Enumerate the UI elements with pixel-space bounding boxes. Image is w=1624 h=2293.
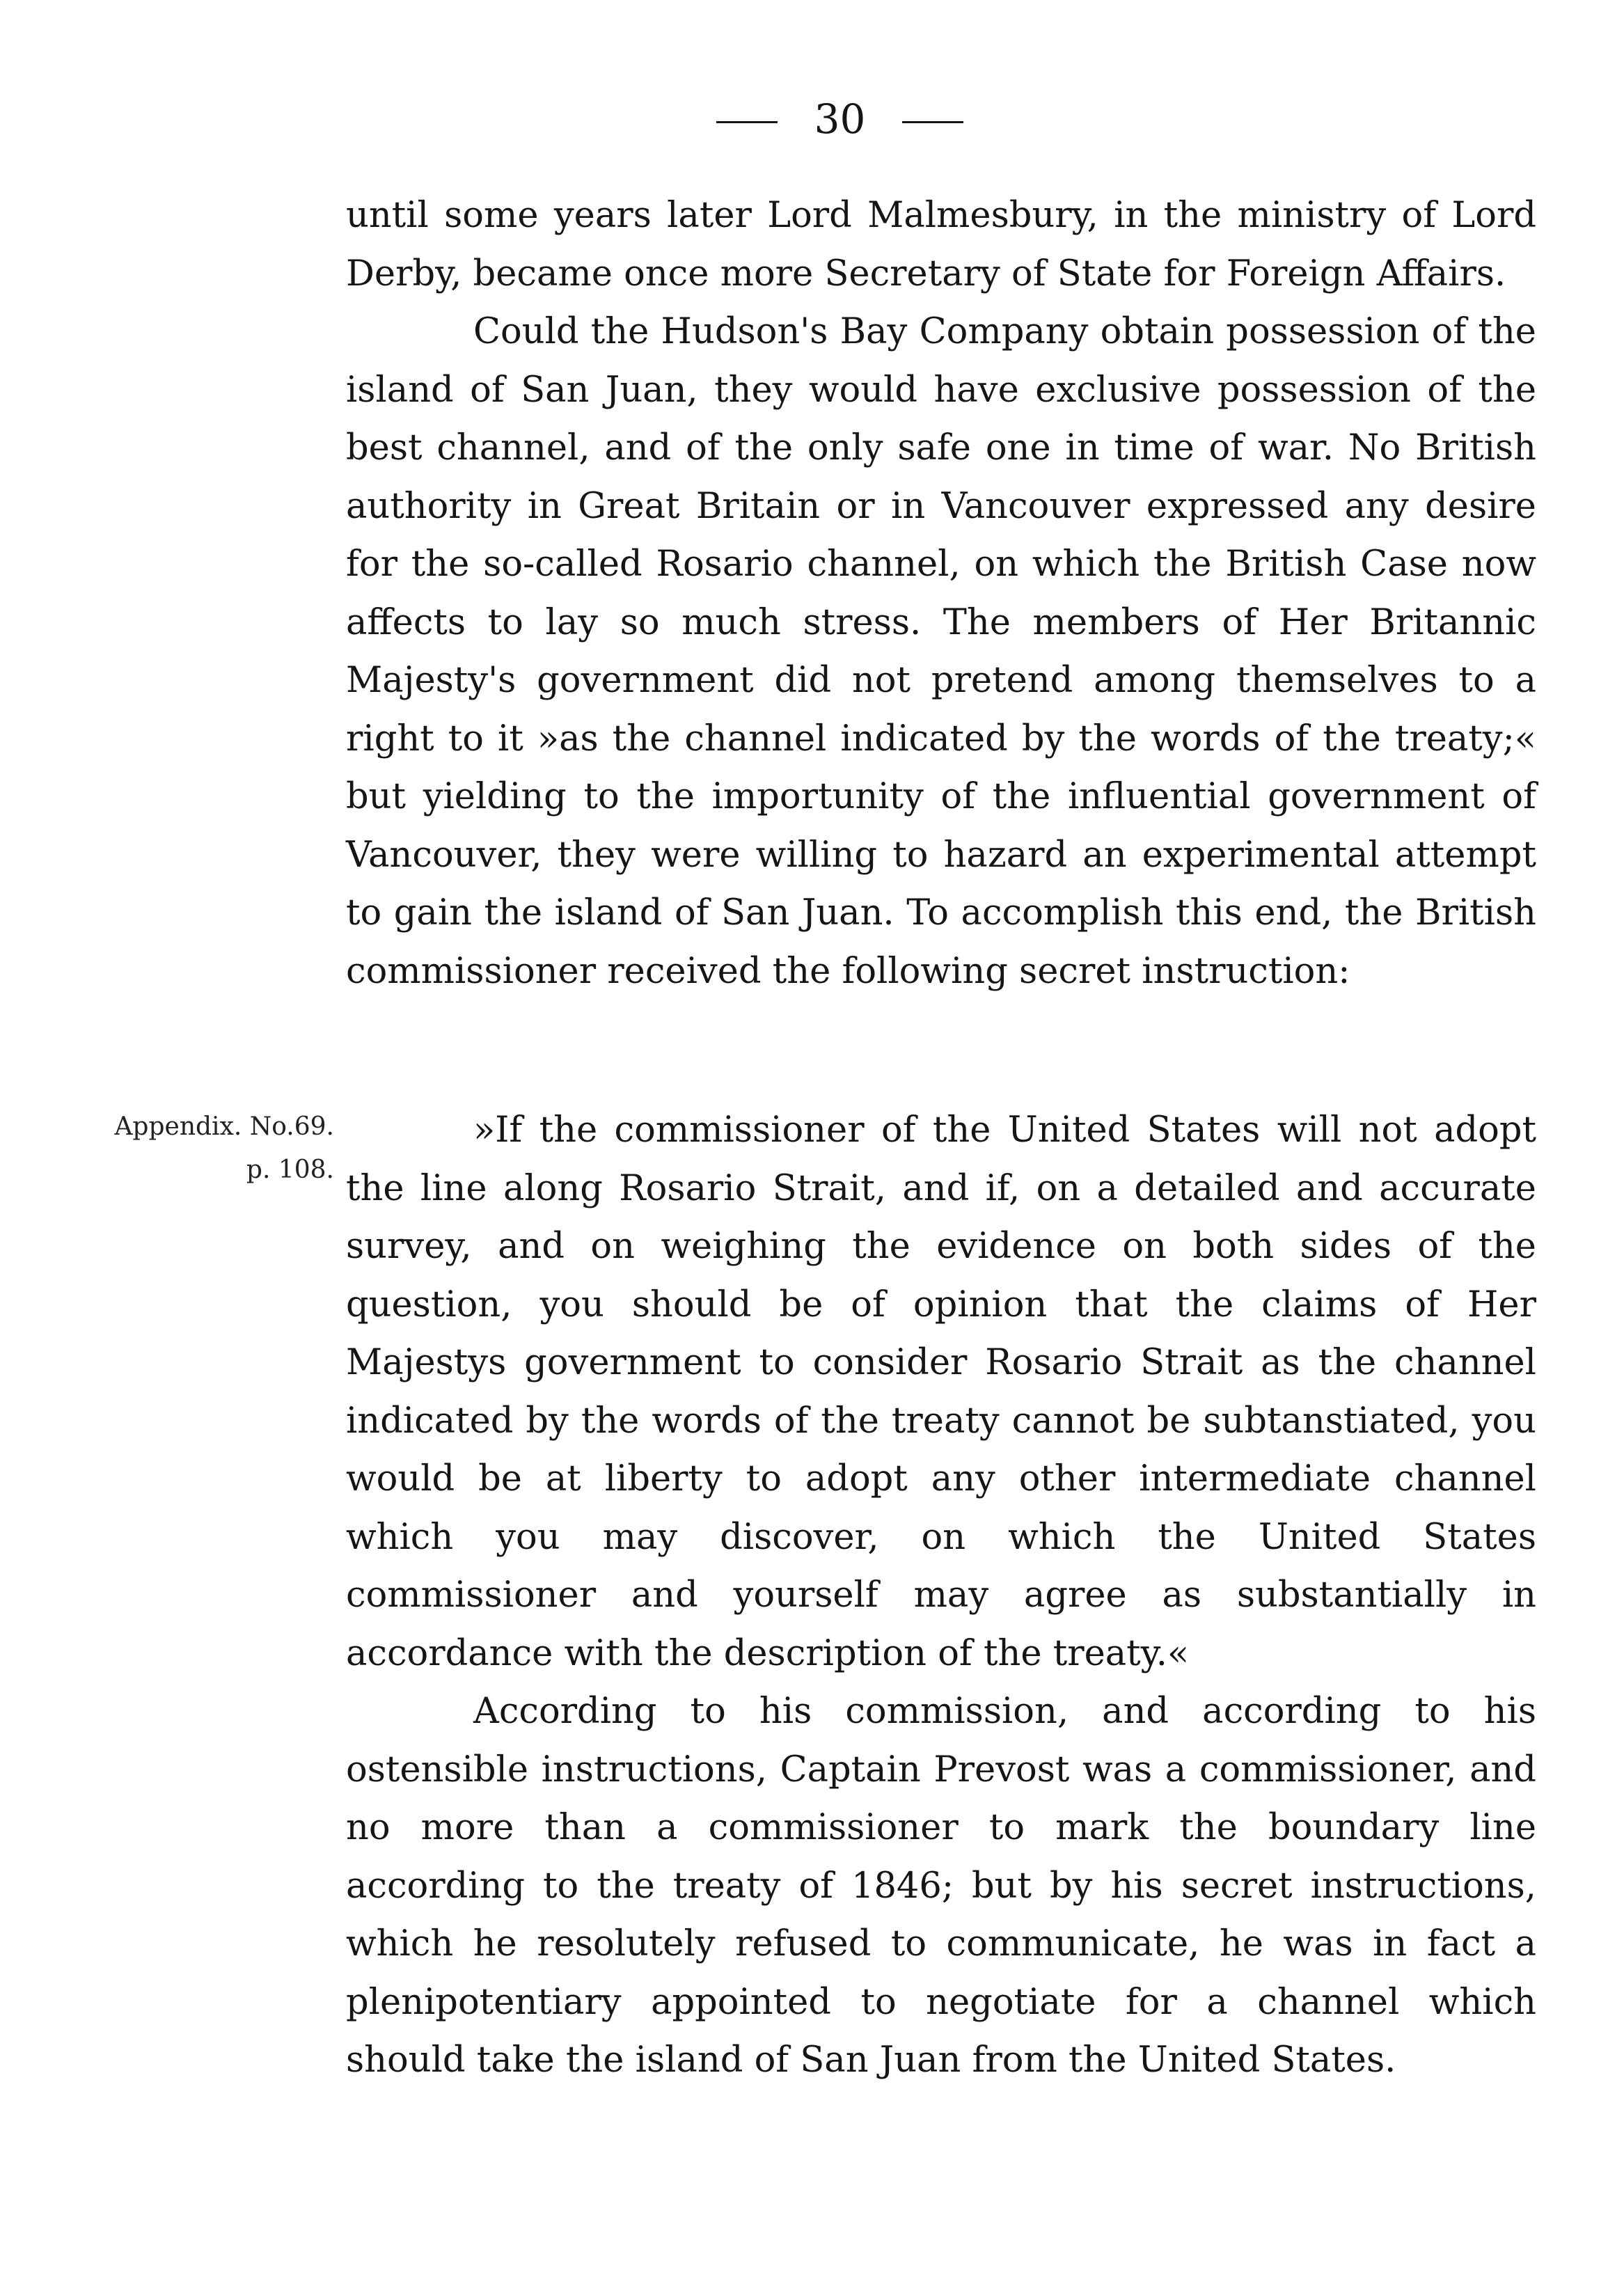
margin-note-appendix: Appendix. No.69. [114, 1112, 334, 1141]
margin-note [49, 1105, 334, 1192]
page-number-value: 30 [814, 95, 866, 143]
page-number [0, 89, 1624, 149]
page-number-left-dash [716, 121, 778, 123]
paragraph-hudsons-bay: Could the Hudson's Bay Company obtain possession of the island of San Juan, they would have exclusive possession of the best channel, and of the only safe one in time of war. No British authority in Great Britain or in Vancouver expressed any desire for the so-called Rosario channel, on which the British Case now affects to lay so much stress. The members of Her Britannic Majesty's government did not pretend among themselves to a right to it »as the channel indicated by the words of the treaty;« but yielding to the importunity of the influential government of Vancouver, they were willing to hazard an experimental attempt to gain the island of San Juan. To accomplish this end, the British commissioner received the following secret instruction: [346, 311, 1536, 992]
text-block-bottom [346, 1101, 1536, 2090]
page-number-right-dash [902, 121, 963, 123]
text-block-top [346, 187, 1536, 1000]
paragraph-captain-prevost: According to his commission, and according to his ostensible instructions, Captain Prevost was a commissioner, and no more than a commissioner to mark the boundary line according to the treaty of 1846; but by his secret instructions, which he resolutely refused to communicate, he was in fact a plenipotentiary appointed to negotiate for a channel which should take the island of San Juan from the United States. [346, 1691, 1536, 2081]
paragraph-continuation: until some years later Lord Malmesbury, in the ministry of Lord Derby, became once more Secretary of State for Foreign Affairs. [346, 195, 1536, 294]
paragraph-secret-instruction-quote: »If the commissioner of the United States will not adopt the line along Rosario Strait, and if, on a detailed and accurate survey, and on weighing the evidence on both sides of the question, you should be of opinion that the claims of Her Majestys government to consider Rosario Strait as the channel indicated by the words of the treaty cannot be subtanstiated, you would be at liberty to adopt any other intermediate channel which you may discover, on which the United States commissioner and yourself may agree as substantially in accordance with the description of the treaty.« [346, 1110, 1536, 1674]
margin-note-page-ref: p. 108. [246, 1156, 334, 1184]
